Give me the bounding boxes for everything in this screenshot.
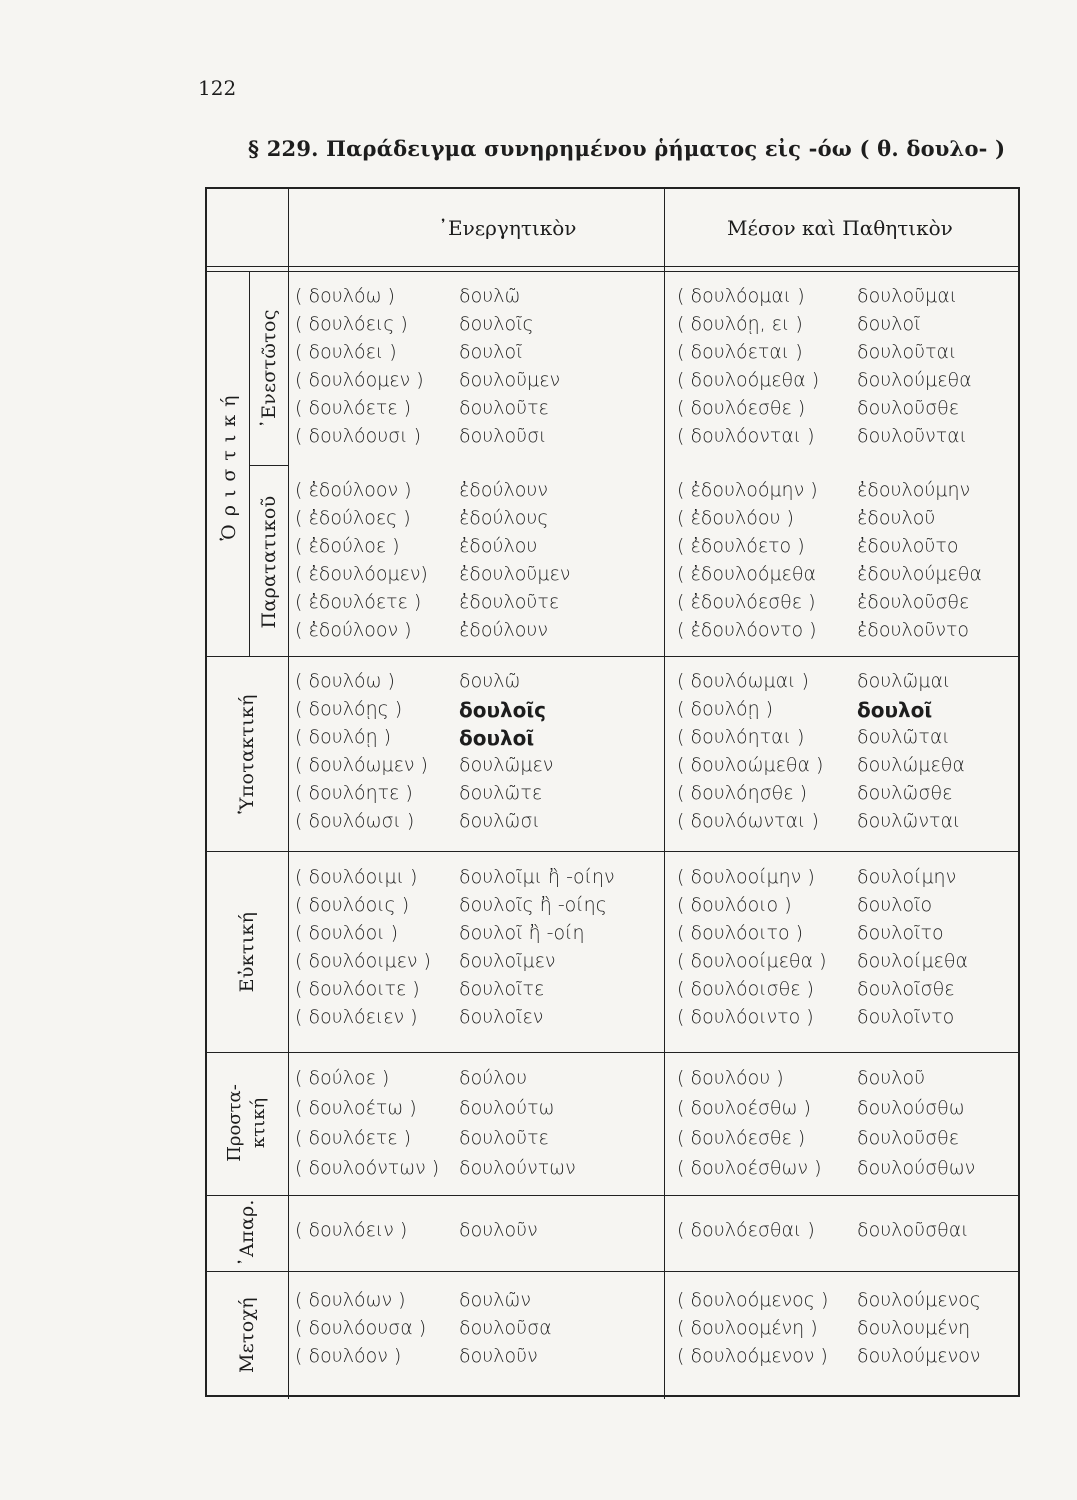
active-uncontracted-form: ( δουλόετε ) <box>295 397 411 419</box>
middle-contracted-form: ἐδουλοῦ <box>857 507 936 529</box>
participle-divider <box>207 1271 1018 1272</box>
active-uncontracted-form: ( δουλόον ) <box>295 1345 402 1367</box>
active-contracted-form: δουλῶσι <box>459 810 540 832</box>
middle-contracted-form: δουλοῖτο <box>857 922 944 944</box>
imperfect-row <box>207 591 1017 618</box>
middle-uncontracted-form: ( δουλόου ) <box>677 1067 784 1089</box>
middle-contracted-form: δουλώμεθα <box>857 754 965 776</box>
active-voice-header: ᾿Ενεργητικὸν <box>438 216 577 240</box>
active-contracted-form: δουλοῦν <box>459 1219 538 1241</box>
middle-uncontracted-form: ( ἐδουλόοντο ) <box>677 619 817 641</box>
active-contracted-form: δουλοῖ ἢ -οίη <box>459 922 585 944</box>
participle-row <box>207 1317 1017 1344</box>
present-row <box>207 341 1017 368</box>
active-contracted-form: ἐδούλουν <box>459 479 548 501</box>
present-row <box>207 313 1017 340</box>
active-uncontracted-form: ( δουλόετε ) <box>295 1127 411 1149</box>
imperfect-row <box>207 563 1017 590</box>
subjunctive-divider <box>207 656 1018 657</box>
middle-uncontracted-form: ( ἐδουλοόμεθα <box>677 563 816 585</box>
optative-row <box>207 894 1017 921</box>
participle-row <box>207 1289 1017 1316</box>
active-contracted-form: δούλου <box>459 1067 528 1089</box>
present-row <box>207 397 1017 424</box>
active-uncontracted-form: ( δουλόει ) <box>295 341 397 363</box>
subjunctive-row <box>207 698 1017 725</box>
subjunctive-row <box>207 670 1017 697</box>
middle-uncontracted-form: ( δουλόοισθε ) <box>677 978 814 1000</box>
present-row <box>207 369 1017 396</box>
active-uncontracted-form: ( δουλόεις ) <box>295 313 408 335</box>
active-uncontracted-form: ( ἐδουλόομεν) <box>295 563 428 585</box>
active-contracted-form: δουλοῖεν <box>459 1006 544 1028</box>
active-uncontracted-form: ( ἐδούλοες ) <box>295 507 411 529</box>
active-uncontracted-form: ( δουλόητε ) <box>295 782 413 804</box>
active-contracted-form: δουλούτω <box>459 1097 555 1119</box>
infinitive-divider <box>207 1195 1018 1196</box>
middle-uncontracted-form: ( ἐδουλοόμην ) <box>677 479 818 501</box>
middle-contracted-form: δουλουμένη <box>857 1317 971 1339</box>
optative-divider <box>207 851 1018 852</box>
optative-row <box>207 922 1017 949</box>
middle-uncontracted-form: ( ἐδουλόετο ) <box>677 535 805 557</box>
middle-uncontracted-form: ( δουλόησθε ) <box>677 782 807 804</box>
header-divider-double <box>207 271 1018 272</box>
active-contracted-form: δουλούντων <box>459 1157 576 1179</box>
active-contracted-form: δουλοῖ <box>459 726 535 750</box>
middle-contracted-form: δουλῶμαι <box>857 670 951 692</box>
imperative-row <box>207 1127 1017 1154</box>
middle-uncontracted-form: ( δουλόοιο ) <box>677 894 792 916</box>
active-contracted-form: δουλοῦτε <box>459 1127 549 1149</box>
middle-contracted-form: δουλῶνται <box>857 810 961 832</box>
active-uncontracted-form: ( δουλόων ) <box>295 1289 406 1311</box>
infinitive-row <box>207 1219 1017 1246</box>
active-uncontracted-form: ( δουλόωμεν ) <box>295 754 428 776</box>
active-contracted-form: δουλοῖ <box>459 341 523 363</box>
middle-contracted-form: δουλοῦται <box>857 341 957 363</box>
active-uncontracted-form: ( ἐδούλοε ) <box>295 535 400 557</box>
middle-uncontracted-form: ( δουλοομένη ) <box>677 1317 818 1339</box>
active-uncontracted-form: ( δουλόοιμι ) <box>295 866 418 888</box>
middle-contracted-form: δουλῶσθε <box>857 782 953 804</box>
middle-uncontracted-form: ( δουλοοίμην ) <box>677 866 815 888</box>
imperative-row <box>207 1157 1017 1184</box>
infinitive-label: ᾿Απαρ. <box>236 1199 258 1267</box>
subjunctive-row <box>207 726 1017 753</box>
middle-uncontracted-form: ( δουλοόμενον ) <box>677 1345 828 1367</box>
middle-contracted-form: δουλοῦμαι <box>857 285 958 307</box>
middle-contracted-form: δουλούμενος <box>857 1289 981 1311</box>
active-uncontracted-form: ( δουλόειεν ) <box>295 1006 418 1028</box>
header-divider <box>207 266 1018 267</box>
active-uncontracted-form: ( δουλόῃ ) <box>295 726 392 748</box>
optative-row <box>207 978 1017 1005</box>
active-contracted-form: δουλοῖς <box>459 698 547 722</box>
active-contracted-form: δουλοῖς ἢ -οίης <box>459 894 607 916</box>
active-contracted-form: δουλῶτε <box>459 782 543 804</box>
middle-contracted-form: δουλοῦσθε <box>857 397 960 419</box>
middle-uncontracted-form: ( δουλόεται ) <box>677 341 803 363</box>
middle-uncontracted-form: ( δουλόωμαι ) <box>677 670 809 692</box>
middle-uncontracted-form: ( ἐδουλόεσθε ) <box>677 591 816 613</box>
middle-uncontracted-form: ( δουλόοιντο ) <box>677 1006 814 1028</box>
present-label: ᾿Ενεστῶτος <box>258 309 280 429</box>
middle-uncontracted-form: ( δουλόεσθε ) <box>677 397 806 419</box>
imperative-label-line1: Προστα- <box>224 1084 245 1162</box>
active-uncontracted-form: ( ἐδούλοον ) <box>295 619 412 641</box>
active-contracted-form: ἐδούλουν <box>459 619 548 641</box>
present-row <box>207 425 1017 452</box>
middle-contracted-form: δουλοῦ <box>857 1067 926 1089</box>
present-row <box>207 285 1017 312</box>
imperative-divider <box>207 1052 1018 1053</box>
middle-contracted-form: δουλούμενον <box>857 1345 981 1367</box>
middle-contracted-form: δουλοῖο <box>857 894 933 916</box>
active-contracted-form: δουλοῖμεν <box>459 950 556 972</box>
active-contracted-form: δουλῶ <box>459 285 521 307</box>
optative-row <box>207 866 1017 893</box>
section-heading <box>248 136 1005 161</box>
middle-contracted-form: δουλούμεθα <box>857 369 972 391</box>
active-uncontracted-form: ( δουλοόντων ) <box>295 1157 440 1179</box>
middle-contracted-form: δουλοῦσθε <box>857 1127 960 1149</box>
imperative-row <box>207 1067 1017 1094</box>
subjunctive-row <box>207 754 1017 781</box>
active-contracted-form: ἐδουλοῦτε <box>459 591 560 613</box>
middle-contracted-form: δουλούσθων <box>857 1157 976 1179</box>
active-contracted-form: δουλοῦν <box>459 1345 538 1367</box>
imperfect-row <box>207 507 1017 534</box>
conjugation-table <box>205 187 1020 1397</box>
middle-contracted-form: ἐδουλοῦντο <box>857 619 970 641</box>
middle-contracted-form: δουλούσθω <box>857 1097 965 1119</box>
middle-uncontracted-form: ( δουλόεσθαι ) <box>677 1219 815 1241</box>
middle-contracted-form: ἐδουλούμην <box>857 479 971 501</box>
participle-label: Μετοχή <box>236 1297 258 1373</box>
active-contracted-form: δουλοῦσα <box>459 1317 552 1339</box>
active-uncontracted-form: ( ἐδουλόετε ) <box>295 591 422 613</box>
section-title: Παράδειγμα συνηρημένου ῥήματος εἰς -όω ( θ. δουλο- ) <box>326 136 1006 161</box>
middle-uncontracted-form: ( δουλοώμεθα ) <box>677 754 824 776</box>
indicative-label: Ὁριστική <box>218 387 240 541</box>
tense-divider <box>249 465 289 466</box>
middle-uncontracted-form: ( δουλόεσθε ) <box>677 1127 806 1149</box>
middle-contracted-form: ἐδουλοῦσθε <box>857 591 970 613</box>
middle-uncontracted-form: ( δουλόῃ, ει ) <box>677 313 803 335</box>
active-contracted-form: ἐδούλους <box>459 507 549 529</box>
middle-contracted-form: δουλοῖ <box>857 698 933 722</box>
middle-contracted-form: ἐδουλούμεθα <box>857 563 982 585</box>
middle-contracted-form: ἐδουλοῦτο <box>857 535 959 557</box>
active-uncontracted-form: ( δουλόοι ) <box>295 922 398 944</box>
middle-uncontracted-form: ( δουλοόμενος ) <box>677 1289 829 1311</box>
middle-contracted-form: δουλοῖντο <box>857 1006 955 1028</box>
imperfect-label: Παρατατικοῦ <box>258 495 280 629</box>
active-contracted-form: δουλοῦσι <box>459 425 547 447</box>
imperfect-row <box>207 479 1017 506</box>
active-contracted-form: δουλῶ <box>459 670 521 692</box>
active-uncontracted-form: ( δουλοέτω ) <box>295 1097 417 1119</box>
active-contracted-form: δουλοῖς <box>459 313 534 335</box>
active-contracted-form: δουλοῦτε <box>459 397 549 419</box>
middle-uncontracted-form: ( δουλοοίμεθα ) <box>677 950 827 972</box>
active-contracted-form: δουλοῖμι ἢ -οίην <box>459 866 615 888</box>
page-number: 122 <box>198 76 237 100</box>
middle-contracted-form: δουλοίμεθα <box>857 950 968 972</box>
middle-contracted-form: δουλοῦνται <box>857 425 968 447</box>
middle-uncontracted-form: ( δουλόηται ) <box>677 726 805 748</box>
middle-uncontracted-form: ( δουλόωνται ) <box>677 810 819 832</box>
middle-contracted-form: δουλοῖ <box>857 313 921 335</box>
optative-label: Εὐκτική <box>236 911 258 993</box>
active-uncontracted-form: ( δούλοε ) <box>295 1067 390 1089</box>
optative-row <box>207 1006 1017 1033</box>
active-uncontracted-form: ( δουλόωσι ) <box>295 810 415 832</box>
imperfect-row <box>207 619 1017 646</box>
active-contracted-form: δουλῶν <box>459 1289 532 1311</box>
middle-uncontracted-form: ( δουλοέσθων ) <box>677 1157 822 1179</box>
middle-contracted-form: δουλοῦσθαι <box>857 1219 969 1241</box>
middle-uncontracted-form: ( δουλοόμεθα ) <box>677 369 820 391</box>
imperfect-row <box>207 535 1017 562</box>
middle-contracted-form: δουλοίμην <box>857 866 957 888</box>
active-contracted-form: δουλοῖτε <box>459 978 545 1000</box>
subjunctive-row <box>207 810 1017 837</box>
active-uncontracted-form: ( ἐδούλοον ) <box>295 479 412 501</box>
active-uncontracted-form: ( δουλόῃς ) <box>295 698 403 720</box>
subjunctive-row <box>207 782 1017 809</box>
active-uncontracted-form: ( δουλόειν ) <box>295 1219 408 1241</box>
participle-row <box>207 1345 1017 1372</box>
subjunctive-label: Ὑποτακτική <box>236 694 258 814</box>
active-contracted-form: ἐδουλοῦμεν <box>459 563 571 585</box>
active-uncontracted-form: ( δουλόω ) <box>295 670 395 692</box>
active-contracted-form: ἐδούλου <box>459 535 538 557</box>
active-contracted-form: δουλοῦμεν <box>459 369 561 391</box>
active-contracted-form: δουλῶμεν <box>459 754 554 776</box>
optative-row <box>207 950 1017 977</box>
active-uncontracted-form: ( δουλόομεν ) <box>295 369 424 391</box>
middle-uncontracted-form: ( δουλόομαι ) <box>677 285 805 307</box>
active-uncontracted-form: ( δουλόουσι ) <box>295 425 422 447</box>
middle-uncontracted-form: ( ἐδουλόου ) <box>677 507 794 529</box>
active-uncontracted-form: ( δουλόουσα ) <box>295 1317 427 1339</box>
middle-uncontracted-form: ( δουλόοιτο ) <box>677 922 804 944</box>
active-uncontracted-form: ( δουλόοις ) <box>295 894 410 916</box>
active-uncontracted-form: ( δουλόοιμεν ) <box>295 950 431 972</box>
middle-uncontracted-form: ( δουλοέσθω ) <box>677 1097 811 1119</box>
section-number: § 229. <box>248 136 319 161</box>
middle-contracted-form: δουλῶται <box>857 726 950 748</box>
middle-passive-voice-header: Μέσον καὶ Παθητικὸν <box>727 216 953 240</box>
middle-contracted-form: δουλοῖσθε <box>857 978 955 1000</box>
imperative-label-line2: κτική <box>248 1097 269 1149</box>
active-uncontracted-form: ( δουλόοιτε ) <box>295 978 420 1000</box>
middle-uncontracted-form: ( δουλόονται ) <box>677 425 815 447</box>
middle-uncontracted-form: ( δουλόῃ ) <box>677 698 774 720</box>
imperative-row <box>207 1097 1017 1124</box>
active-uncontracted-form: ( δουλόω ) <box>295 285 395 307</box>
